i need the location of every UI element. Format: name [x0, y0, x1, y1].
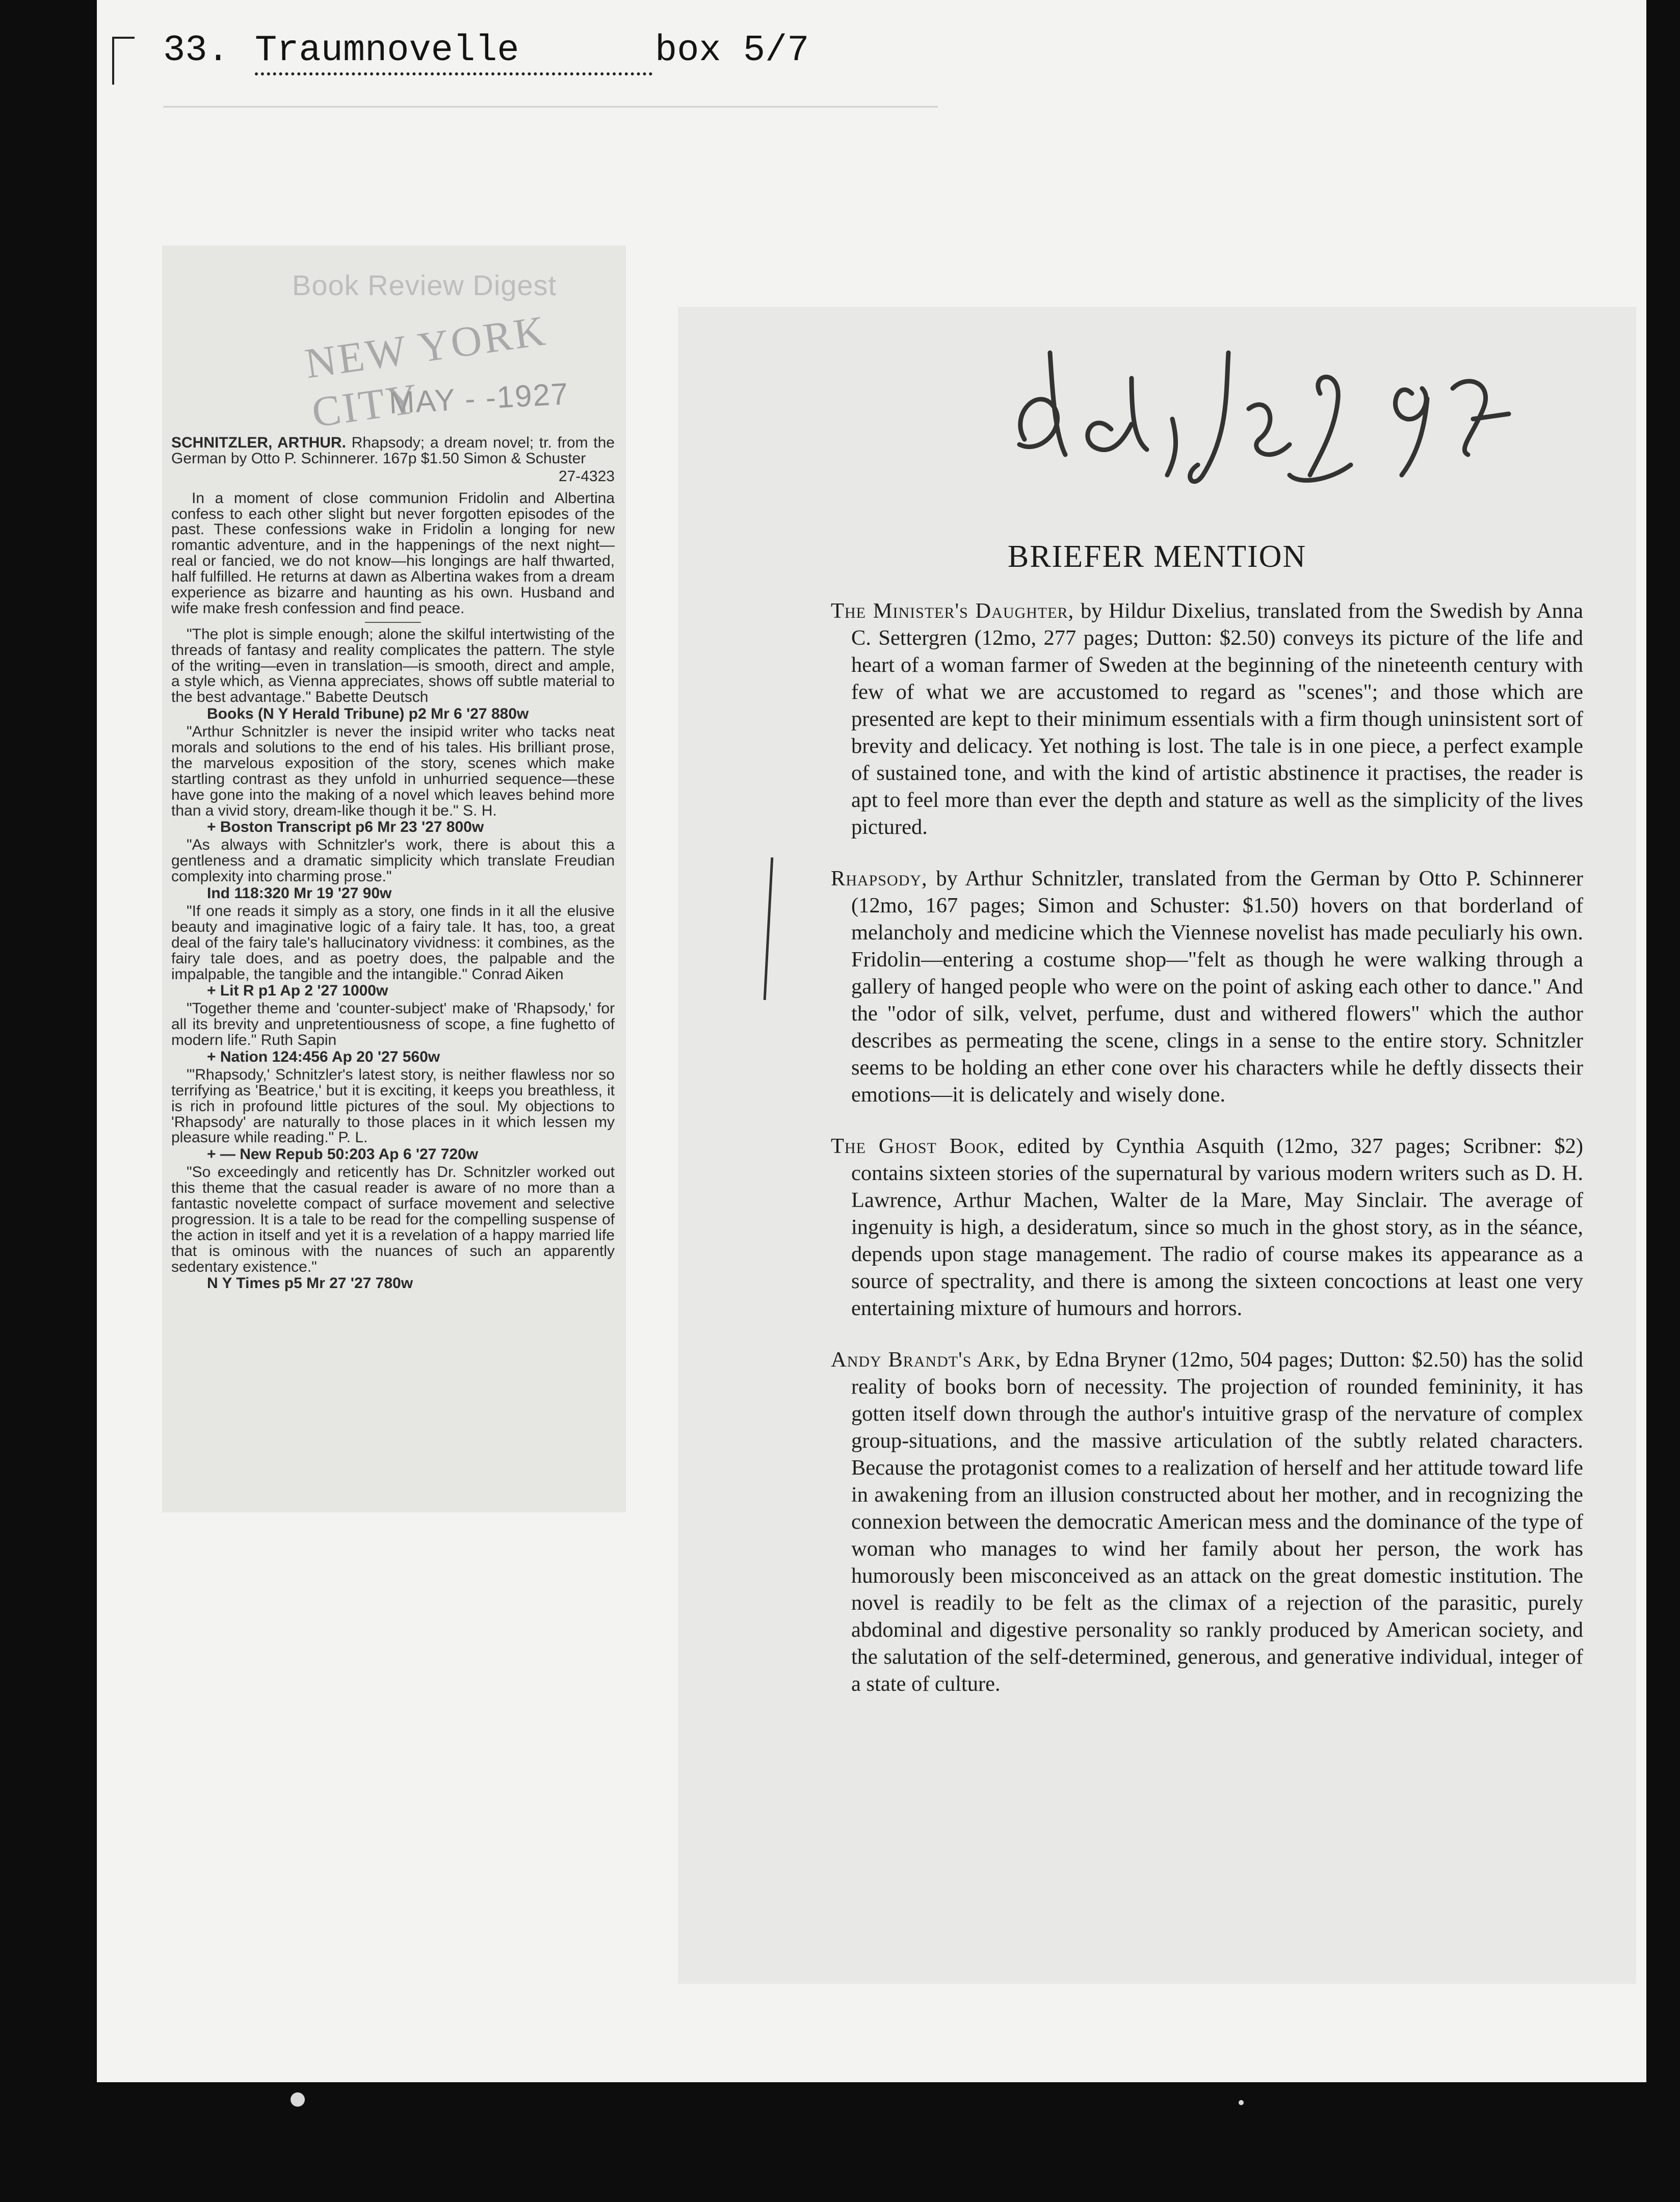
- review-author: SCHNITZLER, ARTHUR.: [171, 434, 346, 451]
- review-summary: In a moment of close communion Fridolin and Albertina confess to each other slight but never forgotten episodes of the past. These confessions wake in Fridolin a longing for new romantic adventure, and in the happenings of the next night—real or fancied, we do not know—his longings are half thwarted, half fulfilled. He returns at dawn as Albertina wakes from a dream experience as bizarre and haunting as his own. Husband and wife make fresh confession and find peace.: [171, 489, 615, 617]
- review-citation: + Lit R p1 Ap 2 '27 1000w: [207, 982, 388, 1000]
- book-description: by Edna Bryner (12mo, 504 pages; Dutton: $2.50) has the solid reality of books born of necessity. The projection of rounded femininity, it has gotten itself down through the author's intuitive grasp of the nervature of complex group-situations, and the massive articulation of the subtly related characters. Because the protagonist comes to a realization of herself and her attitude toward life in awakening from an illusion constructed about her mother, and in recognizing the connexion between the democratic American mess and the dominance of the type of woman who manages to wind her family about her person, the work has humorously been misconceived as an attack on the great domestic institution. The novel is readily to be felt as the climax of a rejection of the parasitic, purely abdominal and digestive personality so rankly produced by American society, and the salutation of the self-determined, generous, and generative individual, integer of a state of culture.: [851, 1348, 1584, 1696]
- book-mention: [831, 1133, 1583, 1322]
- book-description: by Hildur Dixelius, translated from the Swedish by Anna C. Settergren (12mo, 277 pages; Dutton: $2.50) conveys its picture of the life and heart of a woman farmer of Sweden at the beginning of the nineteenth century with few of what we are accustomed to regard as "scenes"; and those which are presented are kept to their minimum essentials with a firm though uninsistent sort of brevity and delicacy. Yet nothing is lost. The tale is in one piece, a perfect example of sustained tone, and with the kind of artistic abstinence it practises, the reader is apt to feel more than ever the depth and stature as well as the simplicity of the lives pictured.: [851, 599, 1583, 839]
- review-quote: "If one reads it simply as a story, one finds in it all the elusive beauty and imaginative logic of a fairy tale. It has, too, a great deal of the fairy tale's hallucinatory vividness: it combines, as the fairy tale does, and as poetry does, the palpable and the impalpable, the tangible and the intangible." Conrad Aiken: [171, 902, 615, 983]
- scan-speck: [1239, 2100, 1244, 2105]
- handwritten-annotation: [963, 322, 1524, 536]
- received-stamp: [162, 246, 626, 437]
- review-citation: Ind 118:320 Mr 19 '27 90w: [207, 885, 392, 902]
- review-heading: [171, 435, 615, 467]
- review-citation: Books (N Y Herald Tribune) p2 Mr 6 '27 880w: [207, 705, 529, 723]
- book-title: Rhapsody,: [831, 867, 928, 890]
- review-quotes: [171, 627, 615, 1292]
- book-title: Andy Brandt's Ark,: [831, 1348, 1021, 1372]
- briefer-entries: [831, 597, 1583, 1722]
- work-title: Traumnovelle: [255, 30, 519, 71]
- review-entry: [171, 435, 615, 1292]
- book-mention: [831, 1346, 1583, 1697]
- book-description: edited by Cynthia Asquith (12mo, 327 pages; Scribner: $2) contains sixteen stories of the supernatural by various modern writers such as D. H. Lawrence, Arthur Machen, Walter de la Mare, May Sinclair. The average of ingenuity is high, a desideratum, since so much in the ghost story, as in the séance, depends upon stage management. The radio of course makes its appearance as a source of spectrality, and there is among the sixteen concoctions at least one very entertaining mixture of humours and horrors.: [851, 1134, 1584, 1320]
- book-title: The Ghost Book,: [831, 1134, 1005, 1158]
- margin-mark: [764, 857, 774, 1000]
- book-title: The Minister's Daughter,: [831, 599, 1074, 623]
- review-quote: "Arthur Schnitzler is never the insipid writer who tacks neat morals and solutions to the end of his tales. His brilliant prose, the marvelous exposition of the story, scenes which make startling contrast as they unfold in unhurried sequence—these have gone into the making of a novel which leaves behind more than a vivid story, dream-like though it be." S. H.: [171, 723, 615, 819]
- book-mention: [831, 597, 1583, 841]
- review-quote: "Together theme and 'counter-subject' make of 'Rhapsody,' for all its brevity and unpretentiousness of scope, a fine fughetto of modern life." Ruth Sapin: [171, 1000, 615, 1049]
- review-separator: [365, 622, 421, 623]
- section-title: BRIEFER MENTION: [1007, 539, 1307, 574]
- stamp-source: Book Review Digest: [292, 269, 557, 301]
- folder-header: [112, 30, 826, 111]
- review-reference: 27-4323: [558, 467, 615, 485]
- item-number: 33.: [163, 30, 229, 71]
- dial-clipping: [678, 307, 1636, 1984]
- review-quote: "As always with Schnitzler's work, there is about this a gentleness and a dramatic simplicity which translate Freudian complexity into charming prose.": [171, 836, 615, 885]
- stamp-city: NEW YORK CITY: [302, 306, 550, 437]
- review-quote: "'Rhapsody,' Schnitzler's latest story, is neither flawless nor so terrifying as 'Beatrice,' but it is exciting, it keeps you breathless, it is rich in profound little pictures of the soul. My objections to 'Rhapsody' are naturally to those places in it which lessen my pleasure while reading." P. L.: [171, 1066, 615, 1146]
- box-label: box 5/7: [655, 30, 809, 71]
- review-citation: N Y Times p5 Mr 27 '27 780w: [207, 1275, 413, 1292]
- title-underline: [255, 72, 652, 75]
- book-mention: [831, 865, 1583, 1108]
- stamp-date: MAY - -1927: [388, 376, 570, 421]
- corner-bracket: [112, 37, 135, 85]
- scan-speck: [291, 2092, 305, 2107]
- book-description: by Arthur Schnitzler, translated from the German by Otto P. Schinnerer (12mo, 167 pages; Simon and Schuster: $1.50) hovers on that borderland of melancholy and medicine which the Viennese novelist has made peculiarly his own. Fridolin—entering a costume shop—"felt as though he were walking through a gallery of hanged people who were on the point of asking each other to dance." And the "odor of silk, velvet, perfume, dust and withered flowers" which the author describes as permeating the scene, clings in a sense to the entire story. Schnitzler seems to be holding an ether cone over his characters while he deftly dissects their emotions—it is delicately and wisely done.: [851, 867, 1583, 1107]
- review-book-info: Rhapsody; a dream novel; tr. from the German by Otto P. Schinnerer. 167p $1.50 Simon & Schuster: [171, 434, 615, 467]
- review-citation: + Nation 124:456 Ap 20 '27 560w: [207, 1048, 440, 1065]
- review-quote: "So exceedingly and reticently has Dr. Schnitzler worked out this theme that the casual reader is aware of no more than a fantastic novelette compact of surface movement and selective progression. It is a tale to be read for the compelling suspense of the action in itself and yet it is a revelation of a happy married life that is ominous with the nuances of such an apparently sedentary existence.": [171, 1164, 615, 1275]
- book-review-digest-clipping: [162, 246, 626, 1512]
- review-citation: + — New Repub 50:203 Ap 6 '27 720w: [207, 1146, 479, 1163]
- review-citation: + Boston Transcript p6 Mr 23 '27 800w: [207, 819, 484, 836]
- review-quote: "The plot is simple enough; alone the skilful intertwisting of the threads of fantasy and reality complicates the pattern. The style of the writing—even in translation—is smooth, direct and ample, a style which, as Vienna appreciates, shows off subtle material to the best advantage." Babette Deutsch: [171, 625, 615, 706]
- header-rule: [163, 106, 938, 108]
